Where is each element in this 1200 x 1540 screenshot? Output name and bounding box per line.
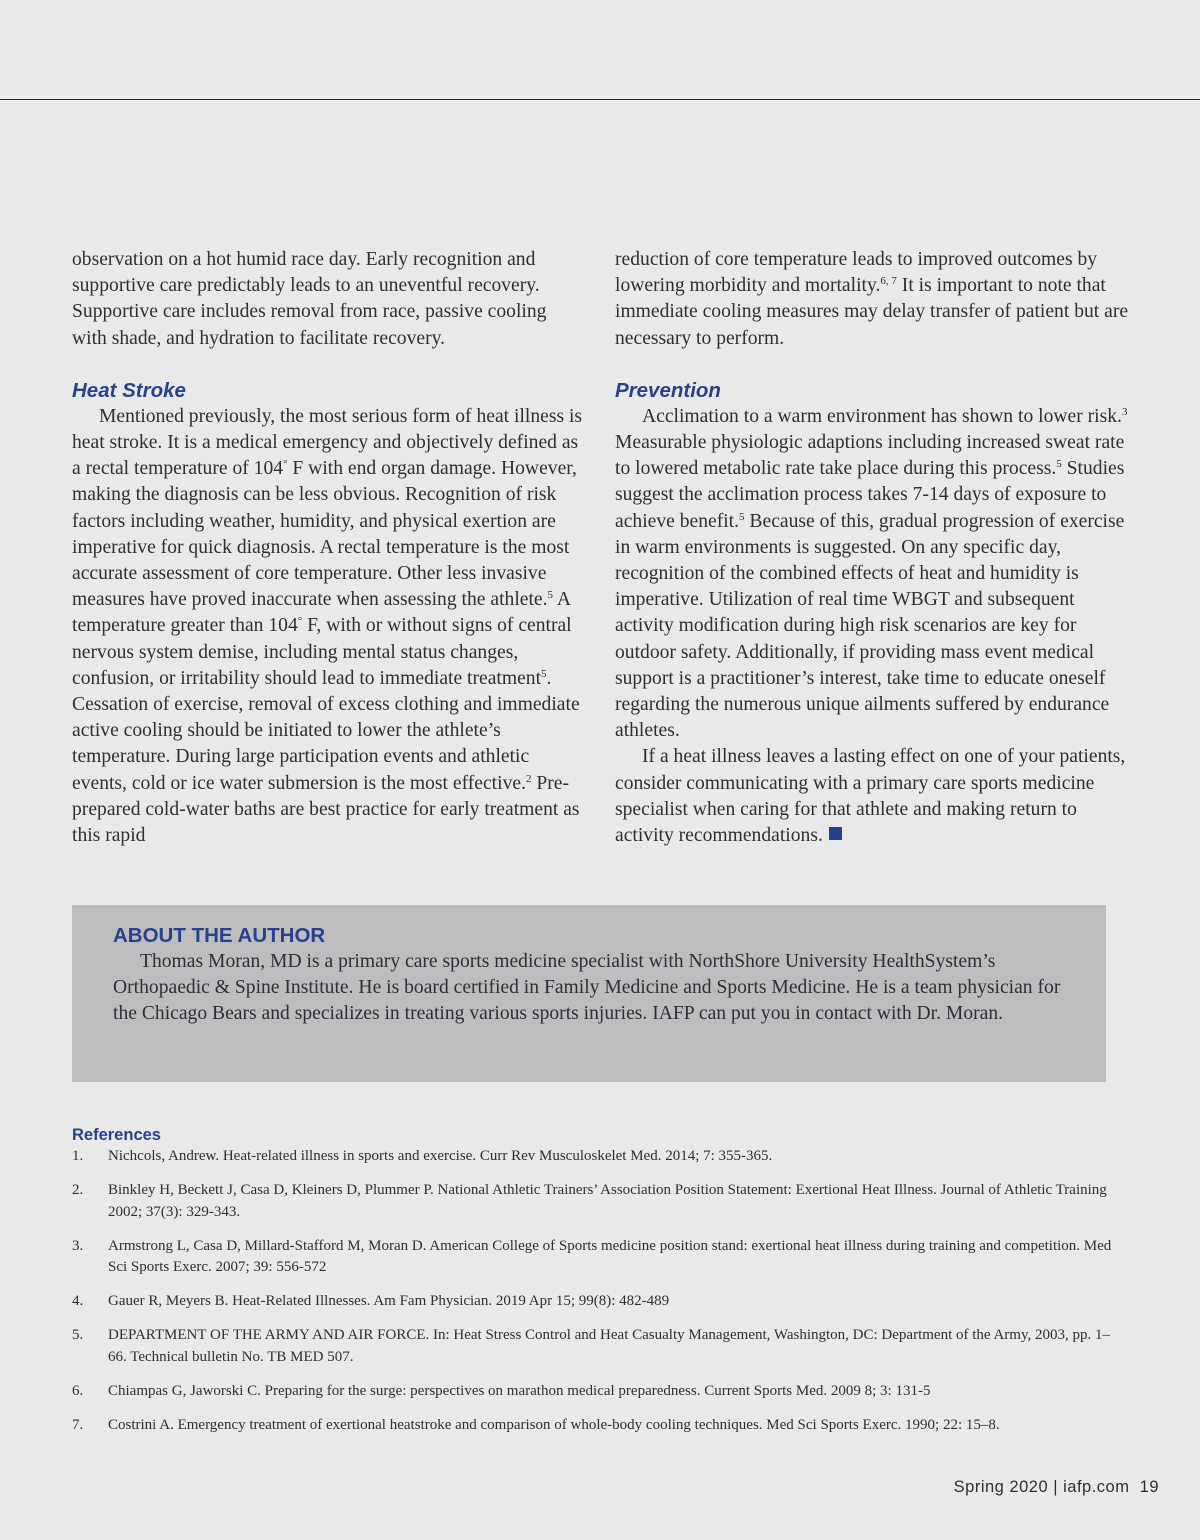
citation-ref: 6, 7 xyxy=(880,275,897,288)
references-list xyxy=(72,1146,1122,1436)
header-rule xyxy=(0,99,1200,100)
heat-stroke-paragraph xyxy=(72,404,584,849)
text-run: If a heat illness leaves a lasting effect on one of your patients, consider communicating with a primary care sports medicine specialist when caring for that athlete and making return to activity recommendations. xyxy=(615,746,1126,847)
text-run: Studies suggest the acclimation process takes 7-14 days of exposure to achieve benefit. xyxy=(615,458,1125,532)
reference-number: 4. xyxy=(72,1293,84,1309)
reference-text: Nichcols, Andrew. Heat-related illness in sports and exercise. Curr Rev Musculoskelet Med. 2014; 7: 355-365. xyxy=(108,1148,773,1164)
text-run: Because of this, gradual progression of exercise in warm environments is suggested. On any specific day, recognition of the combined effects of heat and humidity is imperative. Utilization of real time WBGT and subsequent activity modification during high risk scenarios are key for outdoor safety. Additionally, if providing mass event medical support is a practitioner’s interest, take time to educate oneself regarding the numerous unique ailments suffered by endurance athletes. xyxy=(615,510,1125,742)
reference-text: Binkley H, Beckett J, Casa D, Kleiners D, Plummer P. National Athletic Trainers’ Association Position Statement: Exertional Heat Illness. Journal of Athletic Training 2002; 37(3): 329-343. xyxy=(108,1182,1107,1220)
degree-mark: ° xyxy=(297,615,303,628)
reference-number: 7. xyxy=(72,1416,84,1433)
reference-text: Armstrong L, Casa D, Millard-Stafford M, Moran D. American College of Sports medicine position stand: exertional heat illness during training and competition. Med Sci Sports Exerc. 2007; 39: 556-572 xyxy=(108,1237,1112,1275)
reference-text: DEPARTMENT OF THE ARMY AND AIR FORCE. In: Heat Stress Control and Heat Casualty Management, Washington, DC: Department of the Army, 2003, pp. 1–66. Technical bulletin No. TB MED 507. xyxy=(108,1327,1110,1365)
text-run: It is important to note that immediate cooling measures may delay transfer of patient but are necessary to perform. xyxy=(615,275,1129,349)
citation-ref: 2 xyxy=(525,772,532,785)
reference-item xyxy=(72,1291,1122,1313)
prevention-heading: Prevention xyxy=(615,378,721,402)
degree-mark: ° xyxy=(283,458,288,471)
reference-item xyxy=(72,1180,1122,1223)
reference-number: 5. xyxy=(72,1327,84,1343)
text-run: F with end organ damage. However, making the diagnosis can be less obvious. Recognition of risk factors including weather, humidity, and physical exertion are imperative for quick diagnosis. A rectal temperature is the most accurate assessment of core temperature. Other less invasive measures have proved inaccurate when assessing the athlete. xyxy=(72,458,577,611)
citation-ref: 3 xyxy=(1121,405,1128,418)
right-column xyxy=(615,247,1130,849)
author-bio: Thomas Moran, MD is a primary care sports medicine specialist with NorthShore University HealthSystem’s Orthopaedic & Spine Institute. He is board certified in Family Medicine and Sports Medicine. He is a team physician for the Chicago Bears and specializes in treating various sports injuries. IAFP can put you in contact with Dr. Moran. xyxy=(113,951,1061,1025)
end-of-article-square-icon xyxy=(829,827,842,840)
citation-ref: 5 xyxy=(1056,458,1062,471)
page-footer xyxy=(954,1478,1159,1497)
heat-stroke-heading: Heat Stroke xyxy=(72,378,186,402)
reference-item xyxy=(72,1236,1122,1279)
text-run: reduction of core temperature leads to improved outcomes by lowering morbidity and mortality. xyxy=(615,249,1098,297)
reference-item xyxy=(72,1325,1122,1368)
author-content xyxy=(113,923,1073,1028)
page-number: 19 xyxy=(1139,1478,1159,1496)
section-gap xyxy=(615,352,1130,378)
intro-paragraph: observation on a hot humid race day. Early recognition and supportive care predictably leads to an uneventful recovery. Supportive care includes removal from race, passive cooling with shade, and hydration to facilitate recovery. xyxy=(72,249,547,349)
text-run: F, with or without signs of central nervous system demise, including mental status changes, confusion, or irritability should lead to immediate treatment xyxy=(72,615,572,689)
text-run: Mentioned previously, the most serious form of heat illness is heat stroke. It is a medical emergency and objectively defined as a rectal temperature of 104 xyxy=(72,405,583,480)
text-run: . Cessation of exercise, removal of excess clothing and immediate active cooling should be initiated to lower the athlete’s temperature. During large participation events and athletic events, cold or ice water submersion is the most effective. xyxy=(72,667,580,794)
left-column xyxy=(72,247,584,849)
text-run: A temperature greater than 104 xyxy=(72,589,570,637)
reference-text: Chiampas G, Jaworski C. Preparing for the surge: perspectives on marathon medical preparedness. Current Sports Med. 2009 8; 3: 131-5 xyxy=(108,1382,931,1399)
citation-ref: 5 xyxy=(547,589,554,602)
text-run: Pre-prepared cold-water baths are best practice for early treatment as this rapid xyxy=(72,772,580,847)
citation-ref: 5 xyxy=(541,667,547,680)
reference-item xyxy=(72,1146,1122,1168)
reference-item xyxy=(72,1381,1122,1403)
prevention-paragraph-1 xyxy=(615,404,1130,745)
reference-number: 6. xyxy=(72,1382,84,1399)
reference-item xyxy=(72,1415,1122,1437)
citation-ref: 5 xyxy=(739,510,745,523)
author-heading: ABOUT THE AUTHOR xyxy=(113,924,326,947)
footer-issue-text: Spring 2020 | iafp.com xyxy=(953,1478,1130,1496)
section-gap xyxy=(72,352,584,378)
reference-text: Costrini A. Emergency treatment of exertional heatstroke and comparison of whole-body cooling techniques. Med Sci Sports Exerc. 1990; 22: 15–8. xyxy=(108,1416,1000,1433)
references-section xyxy=(72,1124,1122,1449)
references-heading: References xyxy=(72,1126,161,1144)
reference-number: 1. xyxy=(72,1148,84,1164)
reference-text: Gauer R, Meyers B. Heat-Related Illnesses. Am Fam Physician. 2019 Apr 15; 99(8): 482-489 xyxy=(108,1293,670,1309)
text-run: Measurable physiologic adaptions including increased sweat rate to lowered metabolic rate take place during this process. xyxy=(615,432,1125,480)
text-run: Acclimation to a warm environment has shown to lower risk. xyxy=(642,405,1122,427)
reference-number: 2. xyxy=(72,1182,84,1198)
reference-number: 3. xyxy=(72,1237,84,1254)
about-the-author-box xyxy=(72,905,1106,1082)
continuation-paragraph xyxy=(615,247,1130,352)
prevention-paragraph-2 xyxy=(615,744,1130,849)
